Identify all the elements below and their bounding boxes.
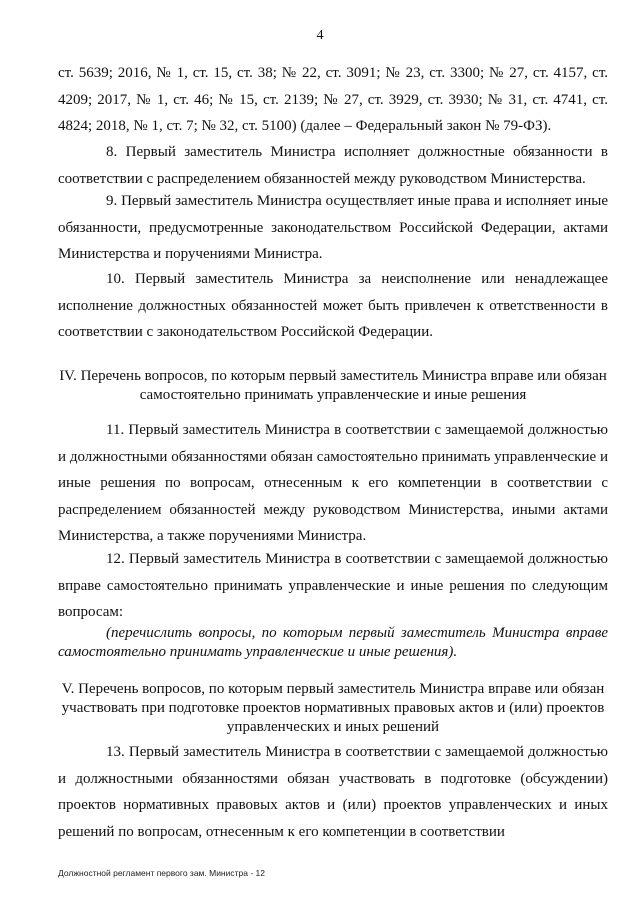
section-5-heading: V. Перечень вопросов, по которым первый заместитель Министра вправе или обязан участвовать при подготовке проектов нормативных правовых актов и (или) проектов управленческих и иных решений	[61, 681, 605, 735]
section-4-heading: IV. Перечень вопросов, по которым первый заместитель Министра вправе или обязан самостоятельно принимать управленческие и иные решения	[59, 368, 607, 403]
paragraph-continuation: ст. 5639; 2016, № 1, ст. 15, ст. 38; № 22, ст. 3091; № 23, ст. 3300; № 27, ст. 4157, ст. 4209; 2017, № 1, ст. 46; № 15, ст. 2139; № 27, ст. 3929, ст. 3930; № 31, ст. 4741, ст. 4824; 2018, № 1, ст. 7; № 32, ст. 5100) (далее – Федеральный закон № 79-ФЗ).	[58, 65, 608, 134]
paragraph-10: 10. Первый заместитель Министра за неисполнение или ненадлежащее исполнение должностных обязанностей может быть привлечен к ответственности в соответствии с законодательством Российской Федерации.	[58, 271, 608, 340]
footer-text: Должностной регламент первого зам. Министра - 12	[58, 868, 265, 878]
paragraph-8: 8. Первый заместитель Министра исполняет должностные обязанности в соответствии с распределением обязанностей между руководством Министерства.	[58, 144, 608, 187]
paragraph-12: 12. Первый заместитель Министра в соответствии с замещаемой должностью вправе самостоятельно принимать управленческие и иные решения по следующим вопросам:	[58, 551, 608, 620]
paragraph-9: 9. Первый заместитель Министра осуществляет иные права и исполняет иные обязанности, предусмотренные законодательством Российской Федерации, актами Министерства и поручениями Министра.	[58, 193, 608, 262]
paragraph-12-note: (перечислить вопросы, по которым первый заместитель Министра вправе самостоятельно принимать управленческие и иные решения).	[58, 625, 608, 660]
paragraph-11: 11. Первый заместитель Министра в соответствии с замещаемой должностью и должностными обязанностями обязан самостоятельно принимать управленческие и иные решения по вопросам, отнесенным к его компетенции в соответствии с распределением обязанностей между руководством Министерства, иными актами Министерства, а также поручениями Министра.	[58, 422, 608, 544]
paragraph-13: 13. Первый заместитель Министра в соответствии с замещаемой должностью и должностными обязанностями обязан участвовать в подготовке (обсуждении) проектов нормативных правовых актов и (или) проектов управленческих и иных решений по вопросам, отнесенным к его компетенции в соответствии	[58, 744, 608, 840]
page-number: 4	[316, 28, 324, 43]
